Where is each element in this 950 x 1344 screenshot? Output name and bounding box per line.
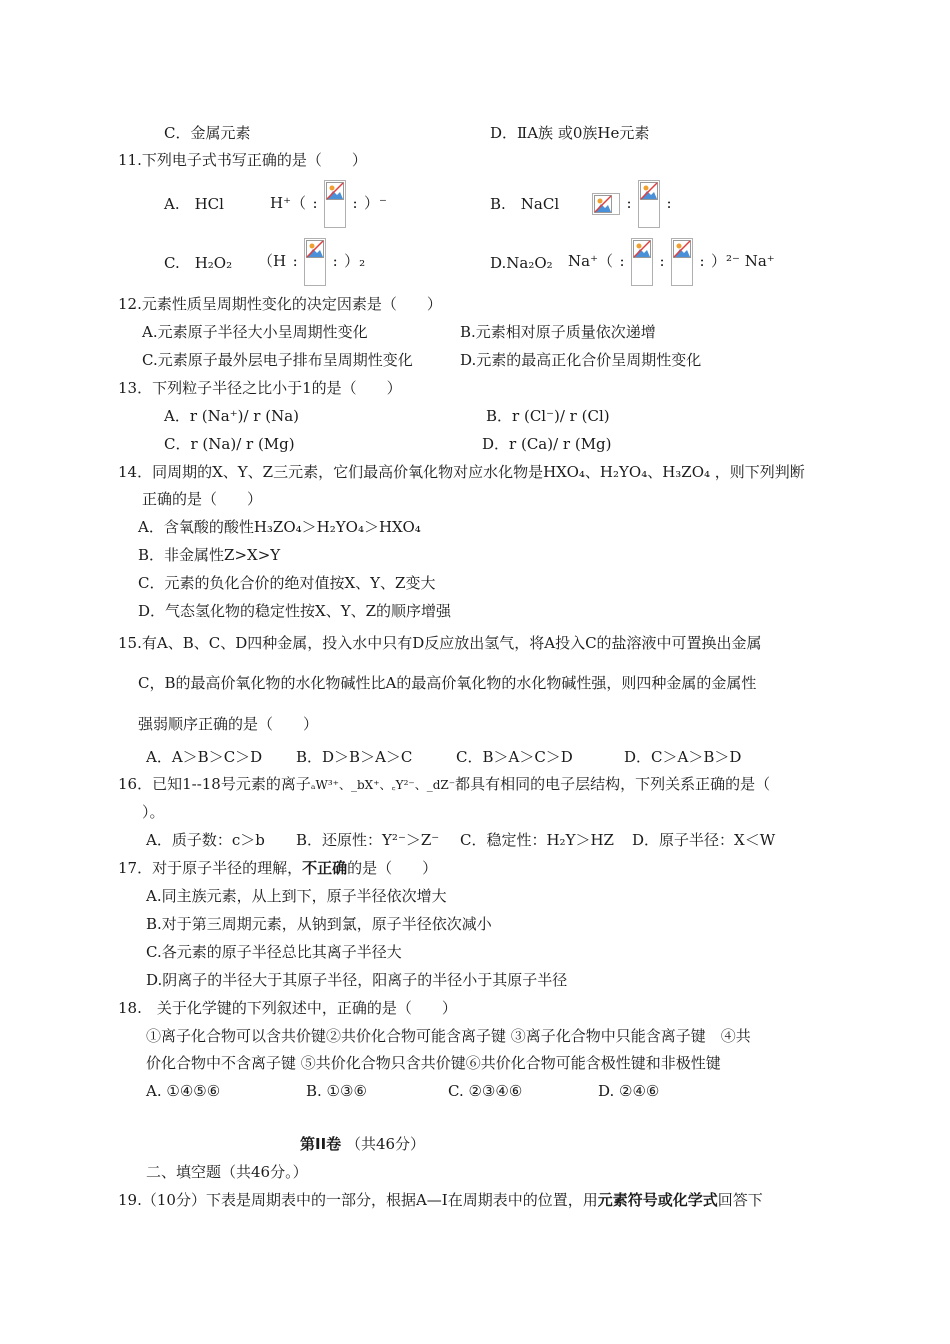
colon: :: [666, 194, 672, 212]
q14-option-c: C．元素的负化合价的绝对值按X、Y、Z变大: [138, 574, 436, 592]
q17-emphasis: 不正确: [302, 859, 348, 877]
q11-stem: 11.下列电子式书写正确的是（ ）: [118, 151, 367, 169]
colon: :: [699, 252, 705, 270]
q16-option-c: C．稳定性：H₂Y＞HZ: [460, 831, 614, 849]
part2-title-bold: 第II卷: [300, 1135, 342, 1153]
q12-option-d: D.元素的最高正化合价呈周期性变化: [460, 351, 702, 369]
colon: :: [292, 252, 298, 270]
q19-stem: [118, 1190, 763, 1210]
q12-option-a: A.元素原子半径大小呈周期性变化: [142, 323, 368, 341]
q15-option-b: B．D＞B＞A＞C: [296, 748, 413, 766]
q10-option-c: C．金属元素: [164, 124, 251, 142]
q15-option-a: A．A＞B＞C＞D: [146, 748, 263, 766]
section-heading: 二、填空题（共46分。）: [146, 1163, 308, 1181]
q16-option-d: D．原子半径：X＜W: [632, 831, 776, 849]
formula-text: ）⁻: [364, 194, 387, 212]
q18-option-d: D. ②④⑥: [598, 1082, 660, 1100]
colon: :: [352, 194, 358, 212]
colon: :: [332, 252, 338, 270]
q14-option-b: B．非金属性Z>X>Y: [138, 546, 281, 564]
q18-stem: 18. 关于化学键的下列叙述中，正确的是（ ）: [118, 999, 457, 1017]
q19-stem-text: 19.（10分）下表是周期表中的一部分，根据A—I在周期表中的位置，用: [118, 1191, 598, 1209]
q17-option-c: C.各元素的原子半径总比其离子半径大: [146, 943, 402, 961]
part2-title-rest: （共46分）: [345, 1135, 426, 1153]
formula-text: （H: [258, 252, 287, 270]
q17-stem: [118, 858, 437, 878]
q11-option-d-label: D.Na₂O₂: [490, 254, 553, 272]
formula-text: ）₂: [344, 252, 366, 270]
q13-option-a: A．r (Na⁺)/ r (Na): [164, 407, 299, 425]
part2-title: [300, 1134, 425, 1154]
q11-option-a-label: A. HCl: [164, 195, 224, 213]
q14-stem-continued: 正确的是（ ）: [142, 490, 263, 508]
q18-option-b: B. ①③⑥: [306, 1082, 367, 1100]
q12-stem: 12.元素性质呈周期性变化的决定因素是（ ）: [118, 295, 442, 313]
q16-stem: [118, 774, 770, 795]
q12-option-c: C.元素原子最外层电子排布呈周期性变化: [142, 351, 413, 369]
q11-option-b-formula: [592, 180, 678, 228]
q16-stem-text: 16．已知1--18号元素的离子: [118, 775, 311, 793]
q17-option-b: B.对于第三周期元素，从钠到氯，原子半径依次减小: [146, 915, 492, 933]
broken-image-icon: [631, 238, 653, 286]
formula-text: H⁺（: [270, 194, 306, 212]
formula-text: Na⁺（: [568, 252, 613, 270]
q18-statements-1: ①离子化合物可以含共价键②共价化合物可能含离子键 ③离子化合物中只能含离子键 ④共: [146, 1027, 751, 1045]
colon: :: [626, 194, 632, 212]
q13-option-c: C．r (Na)/ r (Mg): [164, 435, 295, 453]
q13-option-d: D．r (Ca)/ r (Mg): [482, 435, 612, 453]
q16-option-a: A．质子数：c＞b: [146, 831, 265, 849]
colon: :: [659, 252, 665, 270]
q15-option-d: D．C＞A＞B＞D: [624, 748, 742, 766]
q18-option-a: A. ①④⑤⑥: [146, 1082, 221, 1100]
formula-text: ）²⁻ Na⁺: [711, 252, 775, 270]
colon: :: [312, 194, 318, 212]
q14-stem: 14．同周期的X、Y、Z三元素，它们最高价氧化物对应水化物是HXO₄、H₂YO₄、H₃ZO₄ ，则下列判断: [118, 463, 805, 481]
broken-image-icon: [592, 193, 620, 215]
q15-line-1: 15.有A、B、C、D四种金属，投入水中只有D反应放出氢气，将A投入C的盐溶液中可置换出金属: [118, 634, 762, 652]
broken-image-icon: [304, 238, 326, 286]
q17-option-d: D.阴离子的半径大于其原子半径，阳离子的半径小于其原子半径: [146, 971, 568, 989]
q18-statements-2: 价化合物中不含离子键 ⑤共价化合物只含共价键⑥共价化合物可能含极性键和非极性键: [146, 1054, 721, 1072]
q19-stem-text-b: 回答下: [717, 1191, 763, 1209]
q17-stem-text-b: 的是（ ）: [347, 859, 438, 877]
broken-image-icon: [671, 238, 693, 286]
q19-emphasis: 元素符号或化学式: [597, 1191, 718, 1209]
broken-image-icon: [638, 180, 660, 228]
colon: :: [619, 252, 625, 270]
q12-option-b: B.元素相对原子质量依次递增: [460, 323, 656, 341]
q11-option-a-formula: [270, 180, 387, 228]
q16-ions: ₐW³⁺、_bX⁺、꜀Y²⁻、_dZ⁻: [310, 778, 456, 792]
q14-option-d: D．气态氢化物的稳定性按X、Y、Z的顺序增强: [138, 602, 452, 620]
q13-option-b: B．r (Cl⁻)/ r (Cl): [486, 407, 610, 425]
q11-option-b-label: B. NaCl: [490, 195, 560, 213]
q16-stem-continued: ）。: [142, 803, 165, 821]
q15-line-3: 强弱顺序正确的是（ ）: [138, 715, 319, 733]
q16-stem-text-b: 都具有相同的电子层结构，下列关系正确的是（: [455, 775, 771, 793]
q10-option-d: D．ⅡA族 或0族He元素: [490, 124, 650, 142]
q11-option-d-formula: [568, 238, 775, 286]
q16-option-b: B．还原性：Y²⁻＞Z⁻: [296, 831, 440, 849]
q14-option-a: A．含氧酸的酸性H₃ZO₄＞H₂YO₄＞HXO₄: [138, 518, 421, 536]
q15-option-c: C．B＞A＞C＞D: [456, 748, 573, 766]
q18-option-c: C. ②③④⑥: [448, 1082, 523, 1100]
q11-option-c-formula: [258, 238, 365, 286]
q11-option-c-label: C. H₂O₂: [164, 254, 233, 272]
q15-line-2: C，B的最高价氧化物的水化物碱性比A的最高价氧化物的水化物碱性强，则四种金属的金属性: [138, 674, 757, 692]
broken-image-icon: [324, 180, 346, 228]
q13-stem: 13．下列粒子半径之比小于1的是（ ）: [118, 379, 402, 397]
q17-option-a: A.同主族元素，从上到下，原子半径依次增大: [146, 887, 447, 905]
q17-stem-text: 17．对于原子半径的理解，: [118, 859, 303, 877]
